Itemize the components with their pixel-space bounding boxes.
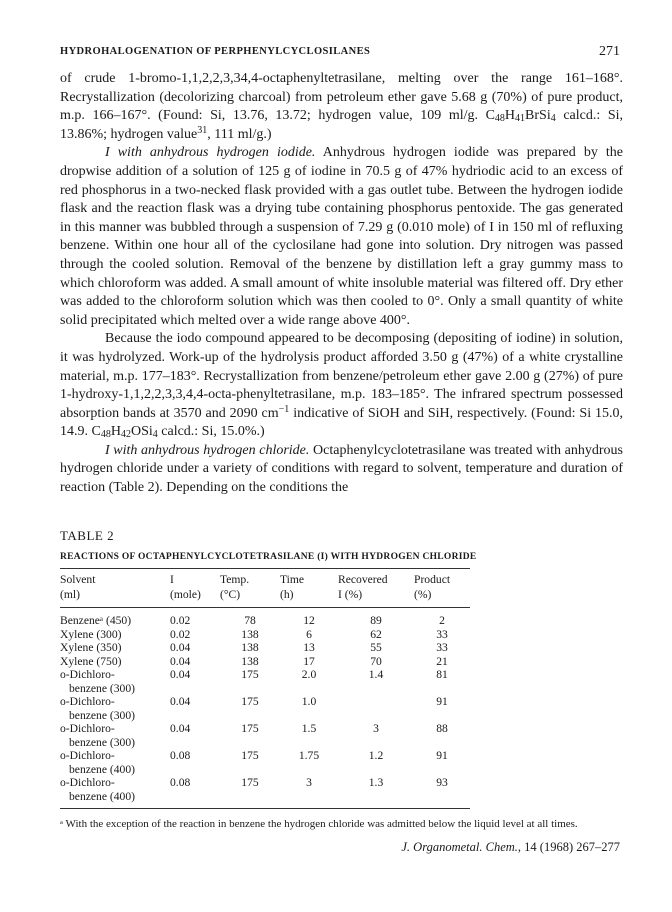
p1-text-b: H	[504, 108, 516, 124]
journal-details: , 14 (1968) 267–277	[517, 840, 620, 854]
p3-text-a: Because the iodo compound appeared to be decomposing (depositing of iodine) in solution, it was hydrolyzed. Work-up of the hydrolysis product afforded 3.50 g (47%) of a white crystalline material, m.p. 177–183°. Recrystallization from benzene/petroleum ether gave 2.00 g (27%) of pure 1-hydroxy-1,1,2,2,3,3,4,4-octa-phenyltetrasilane, m.p. 183–185°. The infrared spectrum possessed absorption bands at 3570 and 2090 cm	[60, 331, 623, 421]
p1-sub-2: 41	[515, 113, 526, 125]
table-row	[60, 695, 470, 722]
table-header-row	[60, 569, 470, 588]
header-product: Product	[414, 569, 470, 588]
cell-recovered: 1.4	[368, 668, 384, 681]
cell-product: 91	[436, 695, 448, 708]
table-row	[60, 641, 470, 655]
header-solvent: Solvent	[60, 569, 170, 588]
paragraph-1	[60, 70, 623, 144]
table-row	[60, 749, 470, 776]
solvent-line-1: Xylene (300)	[60, 627, 122, 641]
solvent-line-1: o-Dichloro-	[60, 776, 115, 789]
table-footnote: ᵃ With the exception of the reaction in benzene the hydrogen chloride was admitted below the liquid level at all times.	[60, 818, 578, 830]
cell-time: 1.5	[301, 722, 317, 735]
solvent-line-2: benzene (300)	[69, 681, 135, 695]
cell-mole: 0.02	[170, 627, 191, 641]
solvent-line-1: Xylene (750)	[60, 654, 122, 668]
cell-time: 2.0	[301, 668, 317, 681]
p3-sub-2: 42	[120, 429, 131, 441]
cell-product: 2	[439, 614, 445, 627]
cell-temp: 138	[241, 627, 259, 641]
p1-text-d: calcd.: Si, 13.86%; hydrogen value	[60, 108, 623, 142]
cell-temp: 175	[241, 668, 259, 681]
header-recovered: Recovered	[338, 569, 414, 588]
unit-temp: (°C)	[220, 587, 280, 608]
table-label: TABLE 2	[60, 528, 115, 543]
cell-product: 21	[436, 654, 448, 668]
cell-solvent	[60, 608, 170, 628]
solvent-line-1: o-Dichloro-	[60, 722, 115, 735]
cell-recovered: 70	[370, 654, 382, 668]
page-number: 271	[599, 44, 620, 59]
body-text	[60, 70, 623, 498]
table-2-block	[60, 528, 578, 832]
cell-product: 91	[436, 749, 448, 762]
cell-mole: 0.04	[170, 722, 191, 735]
cell-recovered: 62	[370, 627, 382, 641]
header-mole: I	[170, 569, 220, 588]
unit-mole: (mole)	[170, 587, 220, 608]
paragraph-3	[60, 330, 623, 442]
p3-text-c: H	[110, 424, 121, 440]
journal-citation	[401, 840, 620, 855]
results-table	[60, 568, 470, 809]
cell-mole: 0.08	[170, 776, 220, 809]
p1-text-e: , 111 ml/g.)	[207, 126, 272, 142]
cell-temp: 78	[244, 614, 256, 627]
p4-text: Octaphenylcyclotetrasilane was treated with anhydrous hydrogen chloride under a variety of conditions with regard to solvent, temperature and duration of reaction (Table 2). Depending on the conditions the	[60, 442, 623, 496]
solvent-line-2: benzene (300)	[69, 708, 135, 722]
solvent-line-1: Xylene (350)	[60, 641, 122, 654]
cell-recovered	[338, 695, 414, 722]
cell-time: 12	[303, 614, 315, 627]
cell-recovered: 1.2	[368, 749, 384, 762]
table-body	[60, 608, 470, 809]
p2-heading: I with anhydrous hydrogen iodide.	[105, 145, 316, 161]
header-temp: Temp.	[220, 569, 280, 588]
solvent-line-1: o-Dichloro-	[60, 695, 115, 708]
p3-text-e: calcd.: Si, 15.0%.)	[157, 424, 265, 440]
cell-mole: 0.08	[170, 749, 191, 762]
solvent-line-2: benzene (400)	[69, 762, 135, 776]
unit-time: (h)	[280, 587, 338, 608]
cell-solvent	[60, 695, 170, 722]
cell-temp: 175	[220, 776, 280, 809]
header-time: Time	[280, 569, 338, 588]
cell-mole: 0.04	[170, 641, 191, 654]
cell-product: 81	[436, 668, 448, 681]
cell-mole: 0.04	[170, 695, 191, 708]
cell-mole: 0.04	[170, 668, 191, 681]
cell-recovered: 1.3	[338, 776, 414, 809]
table-row	[60, 668, 470, 695]
cell-mole: 0.02	[170, 614, 191, 627]
cell-product: 88	[436, 722, 448, 735]
cell-solvent	[60, 641, 170, 655]
cell-solvent	[60, 776, 170, 809]
p2-text: Anhydrous hydrogen iodide was prepared by the dropwise addition of a solution of 125 g of iodine in 70.5 g of 47% hydriodic acid to an excess of red phosphorus in a two-necked flask provided with a gas outlet tube. Between the hydrogen iodide flask and the reaction flask was a drying tube containing phosphorus pentoxide. The gas generated in this manner was bubbled through a suspension of 7.29 g (0.010 mole) of I in 150 ml of refluxing benzene. Within one hour all of the cyclosilane had gone into solution. Dry nitrogen was passed through the cooled solution. Removal of the benzene by distillation left a gray gummy mass to which chloroform was added. A small amount of white insoluble material was filtered off. Dry ether was added to the chloroform solution which was then cooled to 0°. Only a small quantity of white solid precipitated which melted over a wide range above 400°.	[60, 145, 623, 328]
running-head: HYDROHALOGENATION OF PERPHENYLCYCLOSILANES	[60, 46, 371, 57]
p3-text-b: indicative of SiOH and SiH, respectively. (Found: Si 15.0, 14.9. C	[60, 405, 623, 440]
cell-recovered: 3	[373, 722, 379, 735]
table-row	[60, 722, 470, 749]
unit-solvent: (ml)	[60, 587, 170, 608]
p3-sub-3: 4	[152, 429, 158, 441]
table-caption: REACTIONS OF OCTAPHENYLCYCLOTETRASILANE (I) WITH HYDROGEN CHLORIDE	[60, 552, 477, 562]
cell-temp: 175	[241, 749, 259, 762]
cell-recovered: 55	[370, 641, 382, 654]
cell-time: 1.0	[301, 695, 317, 708]
solvent-line-1: Benzeneᵃ (450)	[60, 614, 132, 627]
cell-product: 33	[436, 627, 448, 641]
cell-time: 13	[303, 641, 315, 654]
table-row	[60, 608, 470, 628]
cell-product: 33	[436, 641, 448, 654]
paragraph-4	[60, 442, 623, 498]
solvent-line-2: benzene (300)	[69, 735, 135, 749]
cell-solvent	[60, 628, 170, 642]
table-row	[60, 776, 470, 809]
journal-name: J. Organometal. Chem.	[401, 840, 518, 854]
paragraph-2	[60, 144, 623, 330]
cell-temp: 138	[241, 654, 259, 668]
p1-sub-1: 48	[494, 113, 505, 125]
cell-solvent	[60, 722, 170, 749]
p1-sub-3: 4	[550, 113, 556, 125]
unit-recovered: I (%)	[338, 587, 414, 608]
p1-text-a: of crude 1-bromo-1,1,2,2,3,34,4-octaphenyltetrasilane, melting over the range 161–168°. Recrystallization (decolorizing charcoal) from petroleum ether gave 5.68 g (70%) of pure product, m.p. 166–167°. (Found: Si, 13.76, 13.72; hydrogen value, 109 ml/g. C	[60, 71, 623, 124]
table-row	[60, 628, 470, 642]
solvent-line-1: o-Dichloro-	[60, 749, 115, 762]
p3-sup: −1	[278, 403, 290, 415]
page-header	[60, 44, 620, 64]
cell-temp: 175	[241, 695, 259, 708]
p1-citation-ref: 31	[197, 124, 208, 136]
p1-text-c: BrSi	[525, 108, 551, 124]
cell-mole: 0.04	[170, 654, 191, 668]
solvent-line-1: o-Dichloro-	[60, 668, 115, 681]
p3-text-d: OSi	[130, 424, 153, 440]
cell-temp: 175	[241, 722, 259, 735]
cell-time: 6	[306, 627, 312, 641]
cell-time: 3	[280, 776, 338, 809]
cell-solvent	[60, 749, 170, 776]
p4-heading: I with anhydrous hydrogen chloride.	[105, 442, 310, 458]
unit-product: (%)	[414, 587, 470, 608]
cell-solvent	[60, 655, 170, 669]
cell-recovered: 89	[370, 614, 382, 627]
solvent-line-2: benzene (400)	[69, 789, 135, 803]
cell-time: 1.75	[298, 749, 320, 762]
cell-time: 17	[303, 654, 315, 668]
table-row	[60, 655, 470, 669]
cell-solvent	[60, 668, 170, 695]
p3-sub-1: 48	[100, 429, 111, 441]
cell-product: 93	[414, 776, 470, 809]
cell-temp: 138	[241, 641, 259, 654]
table-units-row	[60, 587, 470, 608]
